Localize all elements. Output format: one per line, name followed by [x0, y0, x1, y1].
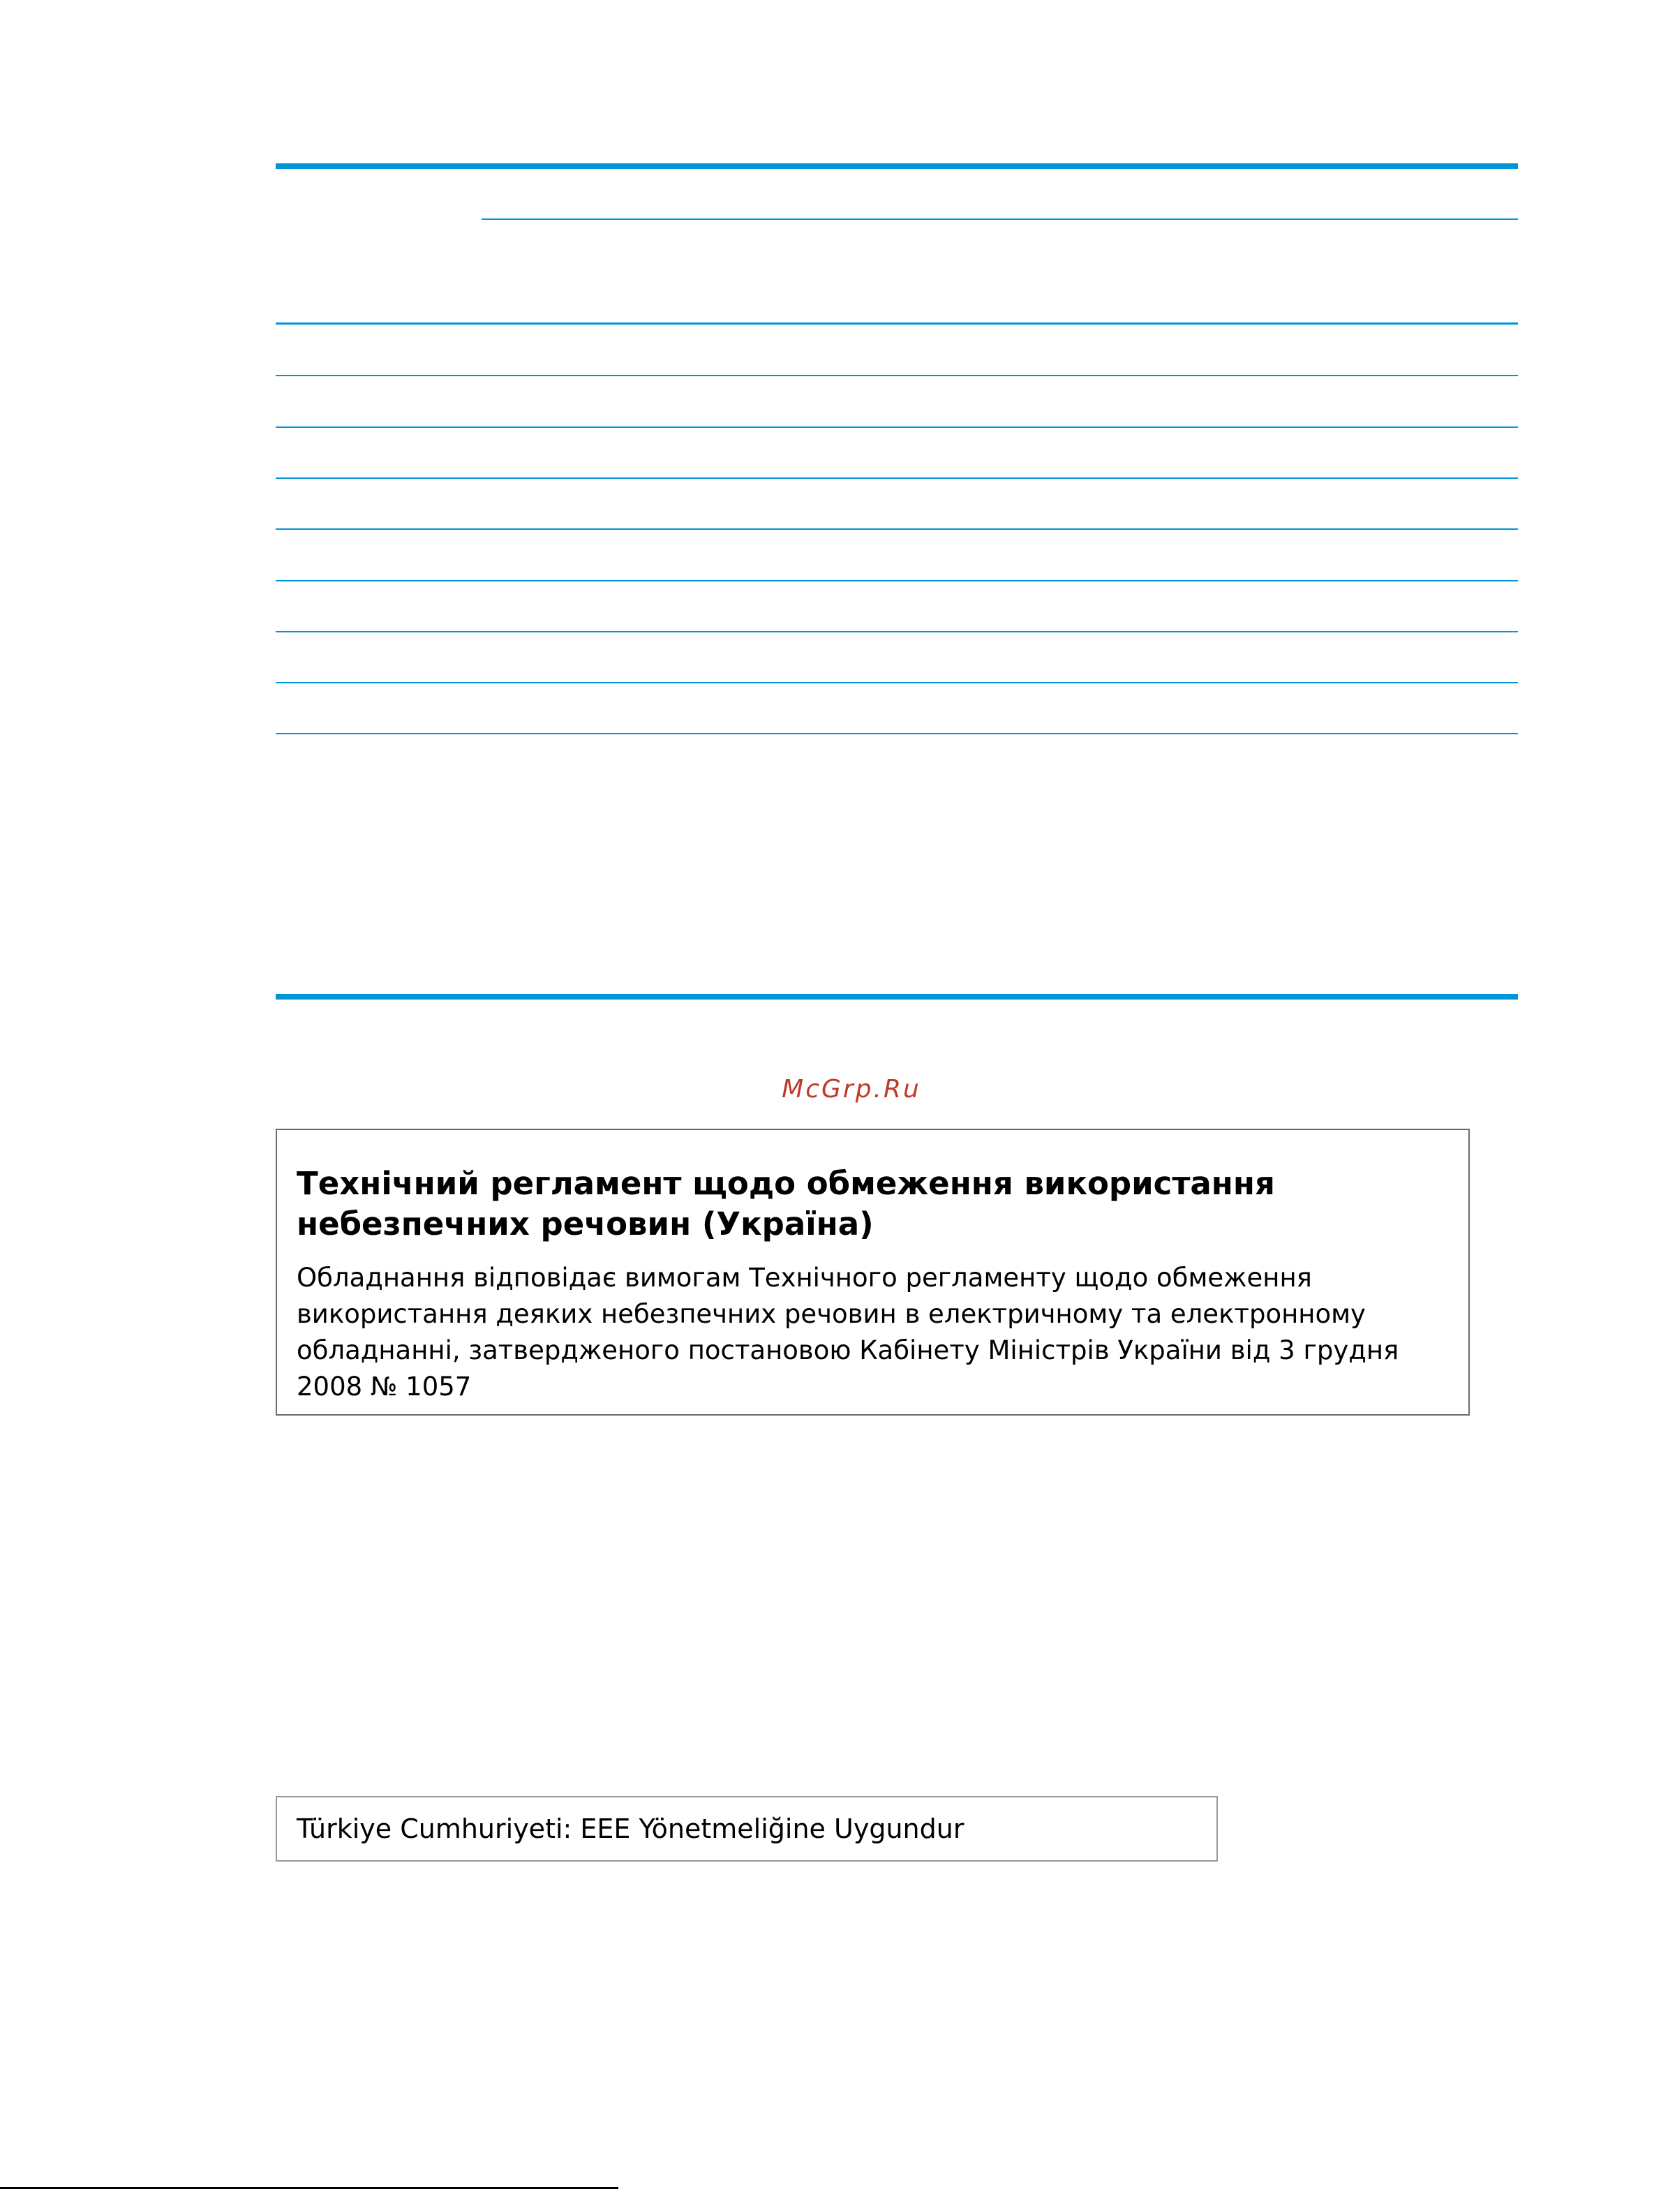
- table-row-rule: [276, 682, 1518, 683]
- table-row-rule: [276, 580, 1518, 581]
- turkey-eee-notice: [276, 1796, 1218, 1862]
- table-header-rule: [276, 322, 1518, 325]
- turkey-notice-text: Türkiye Cumhuriyeti: EEE Yönetmeliğine Uygundur: [297, 1813, 964, 1844]
- table-top-rule: [276, 163, 1518, 169]
- section-bottom-rule: [276, 994, 1518, 1000]
- table-row-rule: [276, 631, 1518, 632]
- table-row-rule: [276, 375, 1518, 376]
- table-bottom-rule: [276, 733, 1518, 734]
- table-row-rule: [276, 426, 1518, 428]
- ukraine-notice-body: Обладнання відповідає вимогам Технічного регламенту щодо обмеження використання деяких небезпечних речовин в електричному та електронному обладнанні, затвердженого постановою Кабінету Міністрів України від 3 грудня 2008 № 1057: [297, 1263, 1399, 1402]
- table-subheader-rule: [482, 218, 1518, 220]
- table-row-rule: [276, 477, 1518, 479]
- footer-rule: [0, 2187, 618, 2189]
- watermark-text: McGrp.Ru: [782, 1075, 921, 1104]
- ukraine-rohs-notice: [276, 1129, 1470, 1416]
- ukraine-notice-title: Технічний регламент щодо обмеження використання небезпечних речовин (Україна): [297, 1165, 1275, 1242]
- table-row-rule: [276, 528, 1518, 530]
